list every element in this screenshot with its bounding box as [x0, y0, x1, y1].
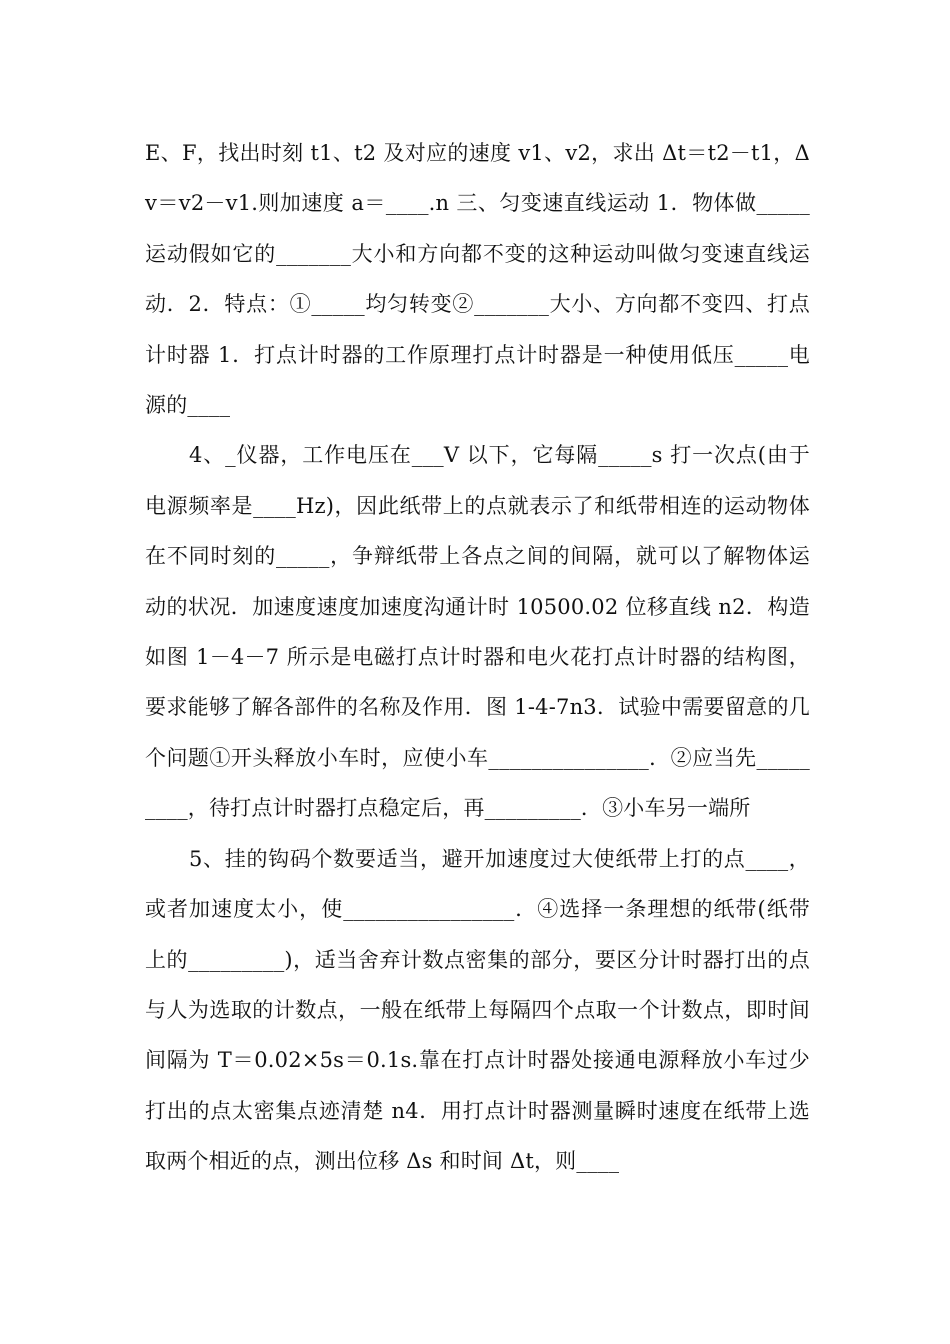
paragraph-2: 4、_仪器，工作电压在___V 以下，它每隔_____s 打一次点(由于电源频率是____Hz)，因此纸带上的点就表示了和纸带相连的运动物体在不同时刻的_____，争辩纸带上各点之间的间隔，就可以了解物体运动的状况．加速度速度加速度沟通计时 10500.02 位移直线 n2．构造如图 1－4－7 所示是电磁打点计时器和电火花打点计时器的结构图，要求能够了解各部件的名称及作用．图 1-4-7n3．试验中需要留意的几个问题①开头释放小车时，应使小车_______________．②应当先_________，待打点计时器打点稳定后，再_________．③小车另一端所 — [145, 443, 810, 821]
document-body — [145, 128, 810, 1187]
paragraph-3: 5、挂的钩码个数要适当，避开加速度过大使纸带上打的点____，或者加速度太小，使________________．④选择一条理想的纸带(纸带上的_________)，适当舍弃计数点密集的部分，要区分计时器打出的点与人为选取的计数点，一般在纸带上每隔四个点取一个计数点，即时间间隔为 T＝0.02×5s＝0.1s.靠在打点计时器处接通电源释放小车过少打出的点太密集点迹清楚 n4．用打点计时器测量瞬时速度在纸带上选取两个相近的点，测出位移 Δs 和时间 Δt，则____ — [145, 846, 810, 1174]
paragraph-1: E、F，找出时刻 t1、t2 及对应的速度 v1、v2，求出 Δt＝t2－t1，Δv＝v2－v1.则加速度 a＝____.n 三、匀变速直线运动 1．物体做_____运动假如它的_______大小和方向都不变的这种运动叫做匀变速直线运动．2．特点：①_____均匀转变②_______大小、方向都不变四、打点计时器 1．打点计时器的工作原理打点计时器是一种使用低压_____电源的____ — [145, 141, 810, 418]
